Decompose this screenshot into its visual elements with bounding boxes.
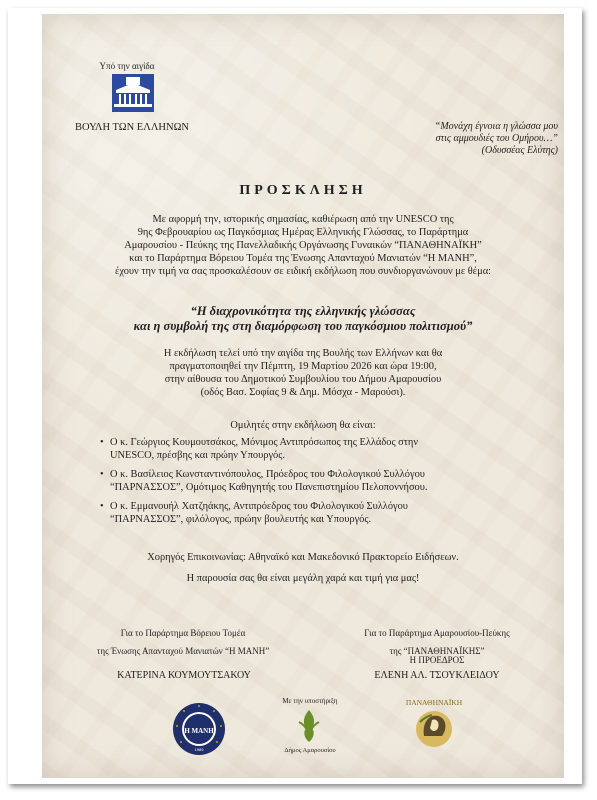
- quote-line-1: “Μονάχη έγνοια η γλώσσα μου: [434, 121, 558, 132]
- signature-right-role: Η ΠΡΟΕΔΡΟΣ: [409, 655, 465, 665]
- event-details: [42, 347, 564, 399]
- under-auspices-label: Υπό την αιγίδα: [99, 61, 155, 71]
- speaker-item: [100, 436, 530, 462]
- parliament-building-icon: [112, 74, 154, 112]
- quote: [362, 121, 558, 157]
- support-label: Με την υποστήριξη: [282, 697, 338, 705]
- intro-line: 9ης Φεβρουαρίου ως Παγκόσμιας Ημέρας Ελληνικής Γλώσσας, το Παράρτημα: [137, 227, 469, 238]
- invitation-paper: [42, 14, 564, 778]
- signature-right-name: ΕΛΕΝΗ ΑΛ. ΤΣΟΥΚΛΕΙΔΟΥ: [374, 670, 500, 681]
- intro-line: Με αφορμή την, ιστορικής σημασίας, καθιέρωση από την UNESCO της: [152, 214, 454, 225]
- event-line: πραγματοποιηθεί την Πέμπτη, 19 Μαρτίου 2026 και ώρα 19:00,: [169, 361, 437, 372]
- intro-line: και το Παράρτημα Βόρειου Τομέα της Ένωσης Απανταχού Μανιατών “Η ΜΑΝΗ”,: [129, 253, 477, 264]
- closing-line: Η παρουσία σας θα είναι μεγάλη χαρά και τιμή για μας!: [186, 573, 420, 584]
- theme-line-2: και η συμβολή της στη διαμόρφωση του παγκόσμιου πολιτισμού”: [133, 319, 473, 333]
- panathinaiki-logo: [402, 696, 466, 752]
- mani-year-text: 1989: [194, 747, 204, 752]
- speakers-list: [100, 436, 530, 532]
- intro-line: έχουν την τιμή να σας προσκαλέσουν σε ειδική εκδήλωση που συνδιοργανώνουν με θέμα:: [114, 266, 492, 277]
- speaker-line: “ΠΑΡΝΑΣΣΟΣ”, φιλόλογος, πρώην βουλευτής και Υπουργός.: [110, 514, 372, 525]
- speaker-line: • Ο κ. Βασίλειος Κωνσταντινόπουλος, Πρόεδρος του Φιλολογικού Συλλόγου: [110, 469, 425, 480]
- quote-line-2: στις αμμουδιές του Ομήρου…”: [435, 133, 558, 144]
- event-line: Η εκδήλωση τελεί υπό την αιγίδα της Βουλής των Ελλήνων και θα: [163, 348, 443, 359]
- media-sponsor: Χορηγός Επικοινωνίας: Αθηναϊκό και Μακεδονικό Πρακτορείο Ειδήσεων.: [147, 552, 459, 563]
- signature-left-line-2: της Ένωσης Απανταχού Μανιατών “Η ΜΑΝΗ”: [96, 646, 270, 656]
- signature-left: [78, 624, 288, 660]
- mani-logo-text: Η ΜΑΝΗ: [184, 727, 214, 735]
- theme-line-1: “Η διαχρονικότητα της ελληνικής γλώσσας: [190, 304, 416, 318]
- quote-source: (Οδυσσέας Ελύτης): [481, 145, 558, 156]
- signature-left-name: ΚΑΤΕΡΙΝΑ ΚΟΥΜΟΥΤΣΑΚΟΥ: [117, 670, 251, 681]
- signature-right-line-2: της “ΠΑΝΑΘΗΝΑΪΚΗΣ”: [389, 646, 485, 656]
- municipality-name: Δήμος Αμαρουσίου: [284, 747, 336, 754]
- mani-logo: [172, 702, 226, 756]
- page-title: ΠΡΟΣΚΛΗΣΗ: [239, 183, 367, 198]
- signature-right-line-1: Για το Παράρτημα Αμαρουσίου-Πεύκης: [364, 628, 510, 638]
- speaker-item: [100, 468, 530, 494]
- speaker-line: • Ο κ. Εμμανουήλ Χατζηάκης, Αντιπρόεδρος του Φιλολογικού Συλλόγου: [110, 501, 408, 512]
- event-line: (οδός Βασ. Σοφίας 9 & Δημ. Μόσχα - Μαρούσι).: [200, 387, 406, 398]
- intro-line: Αμαρουσίου - Πεύκης της Πανελλαδικής Οργάνωσης Γυναικών “ΠΑΝΑΘΗΝΑΪΚΗ”: [124, 240, 482, 251]
- event-line: στην αίθουσα του Δημοτικού Συμβουλίου του Δήμου Αμαρουσίου: [164, 374, 442, 385]
- speaker-item: [100, 500, 530, 526]
- municipality-emblem-icon: [294, 708, 324, 744]
- speaker-line: UNESCO, πρέσβης και πρώην Υπουργός.: [110, 450, 285, 461]
- invitation-frame: [8, 8, 582, 784]
- parliament-name: ΒΟΥΛΗ ΤΩΝ ΕΛΛΗΝΩΝ: [75, 122, 189, 133]
- speaker-line: “ΠΑΡΝΑΣΣΟΣ”, Ομότιμος Καθηγητής του Πανεπιστημίου Πελοποννήσου.: [110, 482, 428, 493]
- panathinaiki-logo-text: ΠΑΝΑΘΗΝΑΪΚΗ: [405, 698, 463, 707]
- event-theme: [42, 304, 564, 334]
- signature-left-line-1: Για το Παράρτημα Βόρειου Τομέα: [120, 628, 246, 638]
- speaker-line: • Ο κ. Γεώργιος Κουμουτσάκος, Μόνιμος Αντιπρόσωπος της Ελλάδος στην: [110, 437, 419, 448]
- speakers-heading: Ομιλητές στην εκδήλωση θα είναι:: [230, 420, 376, 431]
- intro-paragraph: [50, 213, 556, 278]
